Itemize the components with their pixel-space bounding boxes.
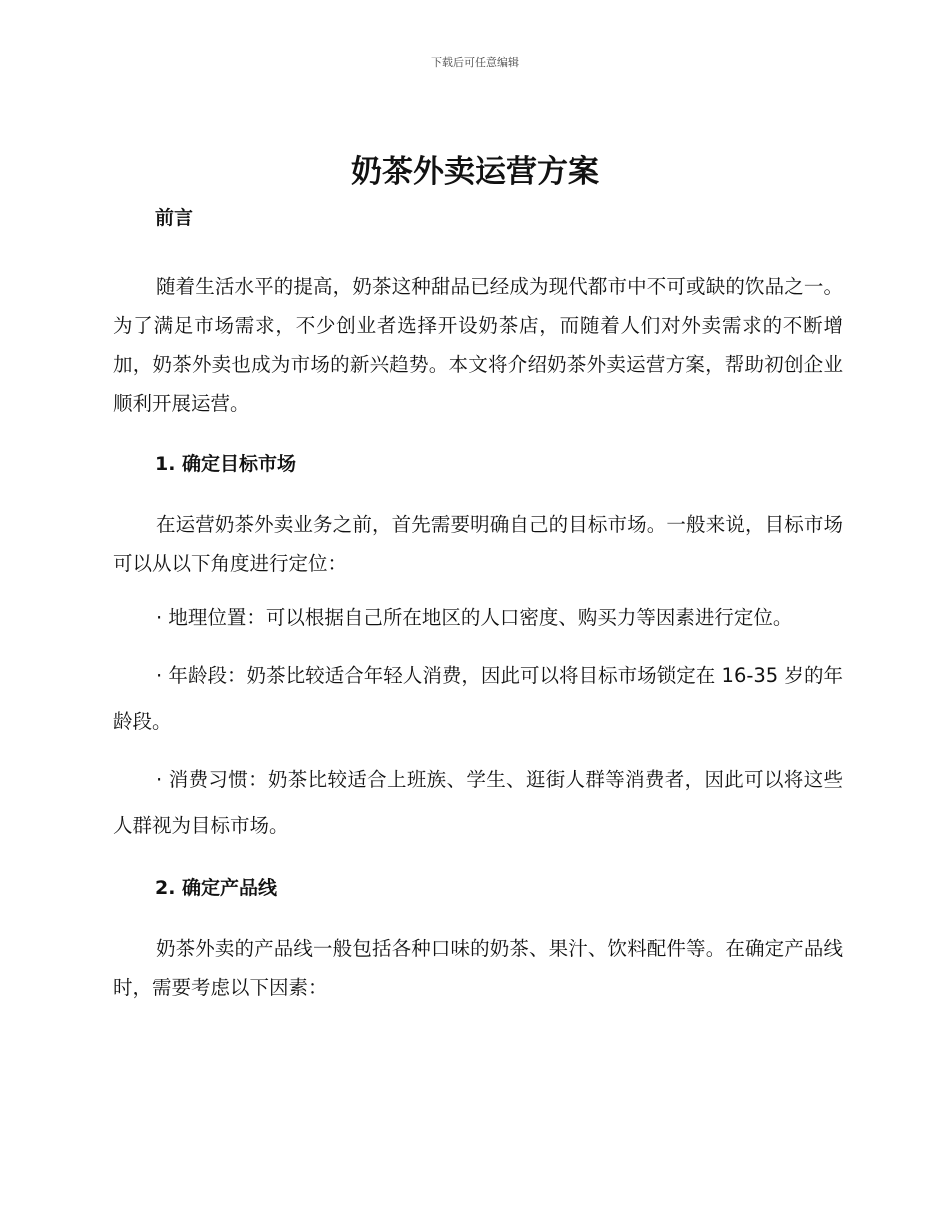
bullet-consumption-habits: · 消费习惯：奶茶比较适合上班族、学生、逛街人群等消费者，因此可以将这些人群视为目标市场。: [113, 768, 843, 837]
section-heading-product-line: 2. 确定产品线: [155, 877, 278, 899]
paragraph-product-line: 奶茶外卖的产品线一般包括各种口味的奶茶、果汁、饮料配件等。在确定产品线时，需要考虑以下因素：: [113, 937, 843, 999]
document-title: 奶茶外卖运营方案: [351, 154, 599, 190]
paragraph-preface: 随着生活水平的提高，奶茶这种甜品已经成为现代都市中不可或缺的饮品之一。为了满足市场需求，不少创业者选择开设奶茶店，而随着人们对外卖需求的不断增加，奶茶外卖也成为市场的新兴趋势。本文将介绍奶茶外卖运营方案，帮助初创企业顺利开展运营。: [113, 275, 843, 415]
section-heading-target-market: 1. 确定目标市场: [155, 453, 297, 475]
section-heading-preface: 前言: [155, 207, 194, 229]
bullet-location: · 地理位置：可以根据自己所在地区的人口密度、购买力等因素进行定位。: [156, 606, 793, 629]
bullet-age-group: · 年龄段：奶茶比较适合年轻人消费，因此可以将目标市场锁定在 16-35 岁的年龄段。: [113, 664, 843, 733]
header-note: 下载后可任意编辑: [431, 56, 519, 69]
document-body: [113, 203, 843, 1007]
paragraph-target-market: 在运营奶茶外卖业务之前，首先需要明确自己的目标市场。一般来说，目标市场可以从以下角度进行定位：: [113, 513, 843, 575]
